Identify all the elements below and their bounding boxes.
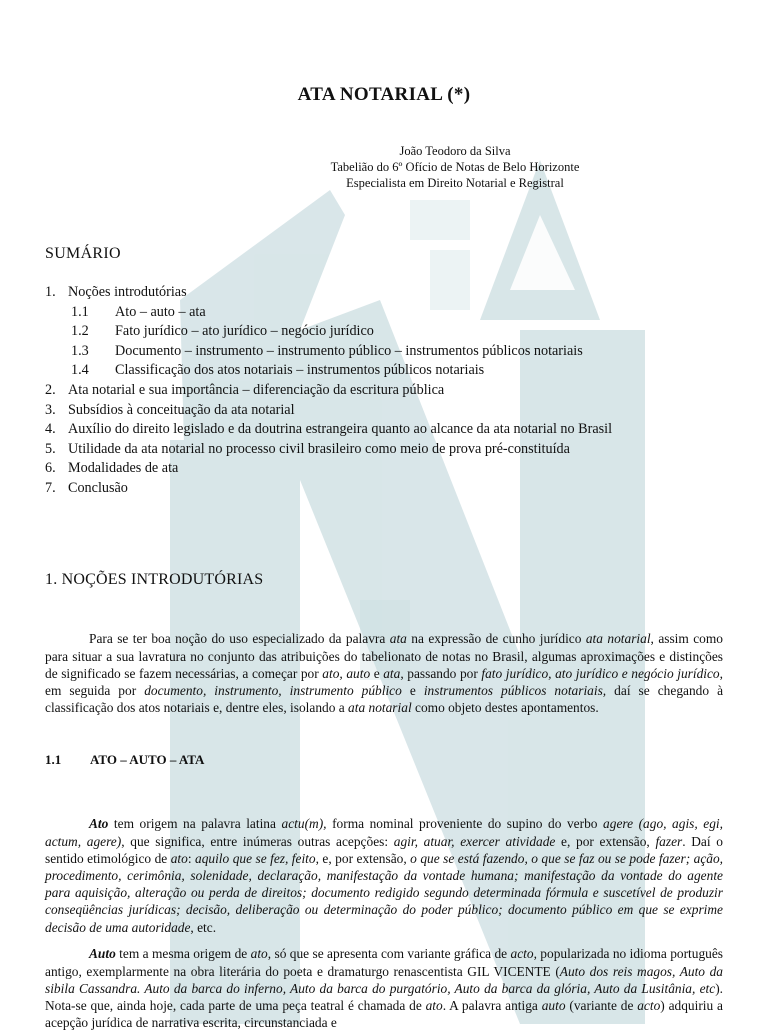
summary-item-1-2 <box>45 322 745 342</box>
text-run: , só que se apresenta com variante gráfica de <box>267 946 511 962</box>
subsection-number: 1.1 <box>45 752 62 767</box>
author-specialty: Especialista em Direito Notarial e Registral <box>346 176 564 190</box>
text-run: , etc. <box>190 919 217 935</box>
text-run: e <box>370 665 384 681</box>
summary-item-3 <box>45 401 745 421</box>
summary-item-label: Auxílio do direito legislado e da doutrina estrangeira quanto ao alcance da ata notarial no Brasil <box>68 421 613 438</box>
italic-run: o que se está fazendo, o que se faz ou se pode fazer; ação, procedimento, cerimônia, solenidade, declaração, manifestação da vontade humana; manifestação da vontade do agente para aquisição, alteração ou perda de direitos; documento redigido segundo determinada fórmula e suscetível de produzir conseqüências jurídicas; decisão, deliberação ou determinação do poder público; documento público em que se exprime decisão de uma autoridade <box>45 850 724 935</box>
summary-item-label: Subsídios à conceituação da ata notarial <box>68 401 295 418</box>
intro-paragraph <box>45 630 723 716</box>
text-run: , que significa, entre inúmeras outras acepções: <box>121 833 394 849</box>
summary-list <box>45 283 745 499</box>
text-run: (variante de <box>565 998 638 1013</box>
text-run: e <box>401 683 424 698</box>
italic-run: ata notarial <box>348 700 412 716</box>
italic-run: actu(m), <box>281 816 327 832</box>
text-run: . A palavra antiga <box>442 998 542 1013</box>
italic-run: ato <box>425 998 443 1013</box>
summary-item-1-1 <box>45 303 745 323</box>
author-role: Tabelião do 6º Ofício de Notas de Belo Horizonte <box>330 160 580 174</box>
italic-run: auto <box>541 998 566 1013</box>
summary-item-1 <box>45 283 745 303</box>
text-run: daí se chegando à classificação dos atos notariais e, dentre eles, isolando a <box>45 683 724 716</box>
summary-item-label: Ato – auto – ata <box>115 303 206 320</box>
summary-item-label: Conclusão <box>68 479 128 496</box>
document-title: ATA NOTARIAL (*) <box>297 84 471 105</box>
summary-item-number: 7. <box>45 479 56 496</box>
text-run: , popularizada no idioma português antigo, exemplarmente na obra literária do poeta e dramaturgo renascentista GIL VICENTE ( <box>45 946 724 979</box>
text-run: forma nominal proveniente do supino do verbo <box>326 816 604 832</box>
text-run: na expressão de cunho jurídico <box>406 631 586 647</box>
text-run: Para se ter boa noção do uso especializado da palavra <box>89 631 390 647</box>
summary-item-number: 1.3 <box>71 342 89 359</box>
summary-item-number: 6. <box>45 460 56 477</box>
summary-item-label: Utilidade da ata notarial no processo civil brasileiro como meio de prova pré-constituída <box>68 440 570 457</box>
ato-paragraph <box>45 815 723 935</box>
italic-run: documento, instrumento, instrumento público <box>144 683 402 698</box>
summary-item-5 <box>45 440 745 460</box>
section-heading: 1. NOÇÕES INTRODUTÓRIAS <box>45 571 264 588</box>
text-run: como objeto destes apontamentos. <box>411 700 599 716</box>
text-run: tem a mesma origem de <box>115 946 251 962</box>
text-run: , passando por <box>400 665 482 681</box>
summary-item-6 <box>45 459 745 479</box>
text-run: tem origem na palavra latina <box>108 816 282 832</box>
auto-paragraph <box>45 945 723 1031</box>
summary-item-number: 3. <box>45 401 56 418</box>
summary-item-number: 1.2 <box>71 323 89 340</box>
subsection-title: ATO – AUTO – ATA <box>90 752 205 767</box>
italic-run: ata <box>389 631 407 647</box>
summary-item-2 <box>45 381 745 401</box>
italic-run: ato <box>170 850 188 866</box>
italic-run: ata <box>383 665 401 681</box>
subsection-heading <box>45 752 204 768</box>
summary-item-7 <box>45 479 745 499</box>
italic-run: agir, atuar, exercer atividade <box>393 833 556 849</box>
text-run: . Daí o sentido etimológico de <box>45 833 723 866</box>
summary-item-label: Documento – instrumento – instrumento público – instrumentos públicos notariais <box>115 342 583 359</box>
italic-run: acto <box>637 998 661 1013</box>
summary-item-label: Noções introdutórias <box>68 284 187 300</box>
italic-run: instrumentos públicos notariais, <box>423 683 607 698</box>
summary-heading: SUMÁRIO <box>45 245 121 262</box>
text-run: , assim como para situar a sua lavratura no conjunto das atribuições do tabelionato de notas no Brasil, algumas aproximações e distinções de significado se fazem necessárias, a começar por <box>45 631 723 681</box>
italic-run: acto <box>510 946 534 962</box>
summary-item-number: 2. <box>45 381 56 398</box>
summary-item-number: 4. <box>45 421 56 438</box>
summary-item-1-3 <box>45 342 745 362</box>
summary-item-number: 1.1 <box>71 303 89 320</box>
italic-run: agere (ago, agis, egi, actum, agere) <box>45 816 723 849</box>
author-block <box>0 143 768 191</box>
summary-item-1-4 <box>45 361 745 381</box>
text-run: e, por extensão, <box>555 833 656 849</box>
bold-italic-run: Ato <box>89 816 109 832</box>
text-run: ). Nota-se que, ainda hoje, cada parte de uma peça teatral é chamada de <box>45 980 723 1013</box>
summary-item-label: Modalidades de ata <box>68 460 179 477</box>
text-run: , e, por extensão, <box>315 850 411 866</box>
author-name: João Teodoro da Silva <box>399 144 511 158</box>
italic-run: fazer <box>655 833 683 849</box>
text-run: , em seguida por <box>45 665 723 698</box>
summary-item-number: 5. <box>45 440 56 457</box>
italic-run: ata notarial <box>585 631 651 647</box>
italic-run: aquilo que se fez, feito <box>195 850 316 866</box>
summary-item-label: Classificação dos atos notariais – instrumentos públicos notariais <box>115 362 485 379</box>
summary-item-label: Fato jurídico – ato jurídico – negócio jurídico <box>115 323 374 340</box>
summary-item-4 <box>45 420 745 440</box>
italic-run: ato <box>250 946 268 962</box>
summary-item-number: 1. <box>45 284 56 300</box>
italic-run: ato, auto <box>322 665 371 681</box>
bold-italic-run: Auto <box>89 946 116 962</box>
text-run: : <box>187 850 195 866</box>
italic-run: Auto dos reis magos, Auto da sibila Cassandra. Auto da barca do inferno, Auto da barca do purgatório, Auto da barca da glória, Auto da Lusitânia, etc <box>45 963 723 996</box>
summary-item-number: 1.4 <box>71 362 89 379</box>
text-run: ) adquiriu a acepção jurídica de narrativa escrita, circunstanciada e <box>45 998 723 1031</box>
summary-item-label: Ata notarial e sua importância – diferenciação da escritura pública <box>68 381 445 398</box>
italic-run: fato jurídico, ato jurídico e negócio jurídico <box>481 665 720 681</box>
